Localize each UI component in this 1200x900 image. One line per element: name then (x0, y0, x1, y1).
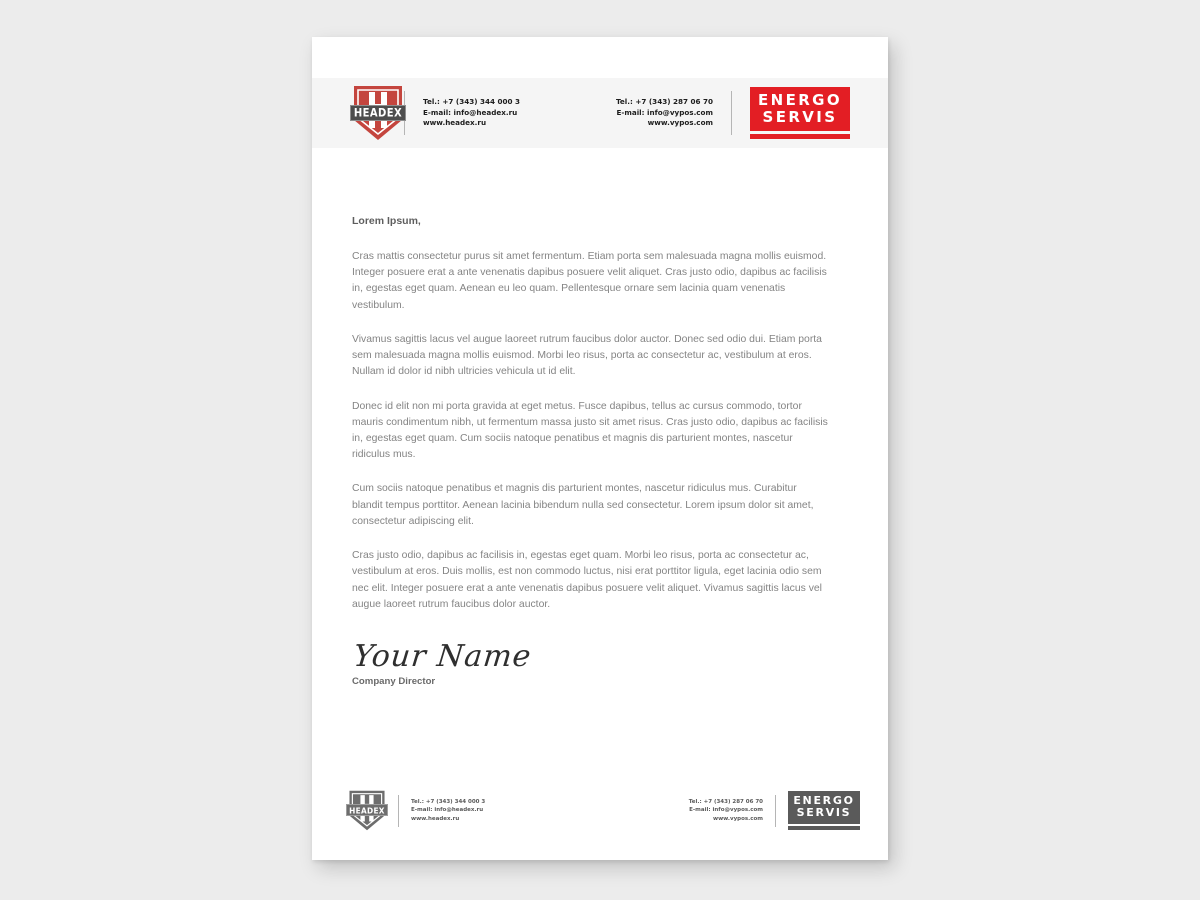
energo-line2: SERVIS (762, 107, 838, 126)
headex-wordmark: HEADEX (353, 106, 403, 120)
headex-wordmark: HEADEX (349, 804, 385, 816)
header-contact-vypos (616, 97, 713, 130)
vypos-email: E-mail: info@vypos.com (689, 807, 763, 814)
body-paragraph: Donec id elit non mi porta gravida at eget metus. Fusce dapibus, tellus ac cursus commodo, tortor mauris condimentum nibh, ut fermentum massa justo sit amet risus. Cras justo odio, dapibus ac facilisis in, egestas eget quam. Cum sociis natoque penatibus et magnis dis parturient montes, nascetur ridiculus mus. (352, 400, 828, 461)
header-divider-right (731, 91, 732, 135)
energo-servis-box (750, 87, 850, 130)
headex-website: www.headex.ru (423, 118, 487, 128)
letterhead-footer (312, 789, 888, 832)
energo-line2: SERVIS (796, 806, 852, 819)
energo-servis-logo-footer (788, 791, 860, 830)
footer-divider-left (398, 795, 399, 827)
vypos-phone: Tel.: +7 (343) 287 06 70 (688, 798, 763, 805)
vypos-website: www.vypos.com (647, 118, 713, 128)
energo-line1: ENERGO (757, 91, 843, 110)
footer-contact-headex (411, 798, 485, 823)
body-paragraph: Cras mattis consectetur purus sit amet fermentum. Etiam porta sem malesuada magna mollis euismod. Integer posuere erat a ante venenatis dapibus posuere velit aliquet. Cras justo odio, dapibus ac facilisis in, egestas eget quam. Aenean eu leo quam. Pellentesque ornare sem lacinia quam venenatis vestibulum. (352, 251, 827, 311)
signature-name: Your Name (351, 639, 534, 674)
headex-phone: Tel.: +7 (343) 344 000 3 (423, 96, 521, 106)
energo-line1: ENERGO (793, 794, 855, 808)
letter-body (352, 215, 830, 613)
signature-block (351, 639, 534, 687)
energo-servis-logo-header (750, 87, 850, 138)
headex-wordmark-banner (346, 804, 388, 816)
salutation: Lorem Ipsum, (352, 215, 421, 227)
energo-underbar (788, 826, 860, 830)
footer-contact-vypos (689, 798, 763, 823)
footer-divider-right (775, 795, 776, 827)
headex-wordmark-banner (350, 105, 406, 121)
headex-logo-footer (348, 789, 386, 832)
energo-servis-box (788, 791, 860, 824)
signature-title: Company Director (352, 676, 436, 687)
vypos-phone: Tel.: +7 (343) 287 06 70 (615, 96, 713, 106)
headex-email: E-mail: info@headex.ru (411, 807, 484, 814)
body-paragraph: Cras justo odio, dapibus ac facilisis in, egestas eget quam. Morbi leo risus, porta ac consectetur ac, vestibulum at eros. Duis mollis, est non commodo luctus, nisi erat porttitor ligula, eget lacinia odio sem nec elit. Integer posuere erat a ante venenatis dapibus posuere velit aliquet. Vivamus sagittis lacus vel augue laoreet rutrum faucibus dolor auctor. (352, 550, 822, 610)
vypos-website: www.vypos.com (713, 815, 763, 822)
headex-phone: Tel.: +7 (343) 344 000 3 (411, 798, 486, 805)
letterhead-page (312, 37, 888, 860)
letterhead-header (312, 78, 888, 148)
energo-underbar (750, 134, 850, 139)
headex-logo-header (352, 84, 404, 142)
headex-email: E-mail: info@headex.ru (423, 107, 518, 117)
vypos-email: E-mail: info@vypos.com (616, 107, 713, 117)
header-contact-headex (423, 97, 520, 130)
body-paragraph: Cum sociis natoque penatibus et magnis dis parturient montes, nascetur ridiculus mus. Curabitur blandit tempus porttitor. Aenean lacinia bibendum nulla sed consectetur. Lorem ipsum dolor sit amet, consectetur adipiscing elit. (352, 483, 814, 527)
headex-website: www.headex.ru (411, 815, 460, 822)
body-paragraph: Vivamus sagittis lacus vel augue laoreet rutrum faucibus dolor auctor. Donec sed odio dui. Etiam porta sem malesuada magna mollis euismod. Morbi leo risus, porta ac consectetur ac, vestibulum at eros. Nullam id dolor id nibh ultricies vehicula ut id elit. (352, 333, 822, 378)
